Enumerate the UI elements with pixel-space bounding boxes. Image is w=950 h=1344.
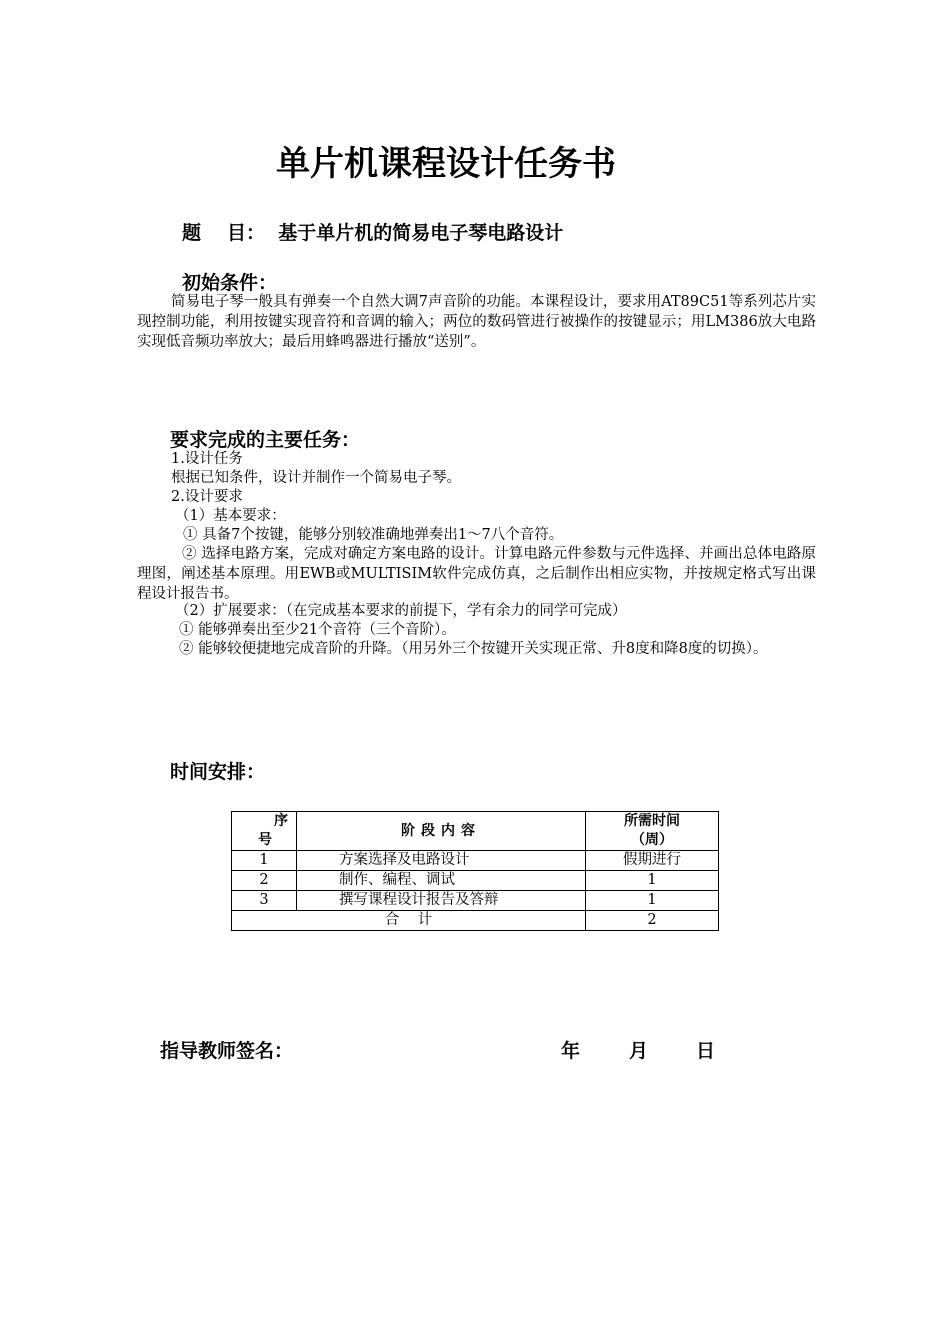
task-line-5: ① 具备7个按键，能够分别较准确地弹奏出1～7八个音符。 <box>183 527 564 543</box>
table-total-row <box>232 911 719 931</box>
subject-label-b: 目： <box>227 222 266 244</box>
row-content: 制作、编程、调试 <box>297 871 586 891</box>
row-time: 1 <box>586 891 719 911</box>
table-header-row <box>232 812 719 851</box>
schedule-heading: 时间安排： <box>170 761 266 783</box>
row-time: 假期进行 <box>586 851 719 871</box>
subject-line <box>182 218 563 245</box>
row-no: 1 <box>232 851 297 871</box>
column-header-time-b: （周） <box>631 832 673 848</box>
schedule-table <box>231 811 719 931</box>
task-line-4: （1）基本要求： <box>175 508 286 524</box>
conditions-text: 简易电子琴一般具有弹奏一个自然大调7声音阶的功能。本课程设计，要求用AT89C51等系列芯片实现控制功能，利用按键实现音符和音调的输入；两位的数码管进行被操作的按键显示；用LM386放大电路实现低音频功率放大；最后用蜂鸣器进行播放“送别”。 <box>137 294 816 350</box>
date-day: 日 <box>696 1040 716 1062</box>
column-header-time-a: 所需时间 <box>624 813 680 829</box>
total-value: 2 <box>586 911 719 931</box>
table-row <box>232 871 719 891</box>
column-header-no <box>232 812 297 851</box>
conditions-heading: 初始条件： <box>182 272 278 294</box>
task-line-1: 1.设计任务 <box>171 451 243 467</box>
date-month: 月 <box>629 1040 649 1062</box>
task-line-6: ② 选择电路方案，完成对确定方案电路的设计。计算电路元件参数与元件选择、并画出总体电路原理图，阐述基本原理。用EWB或MULTISIM软件完成仿真，之后制作出相应实物，并按规定格式写出课程设计报告书。 <box>137 546 816 602</box>
tasks-heading: 要求完成的主要任务： <box>170 429 361 451</box>
total-label: 合 计 <box>232 911 586 931</box>
task-line-8: ① 能够弹奏出至少21个音符（三个音阶）。 <box>179 622 456 638</box>
column-header-time <box>586 812 719 851</box>
table-row <box>232 851 719 871</box>
row-content: 撰写课程设计报告及答辩 <box>297 891 586 911</box>
row-no: 2 <box>232 871 297 891</box>
table-row <box>232 891 719 911</box>
task-line-9: ② 能够较便捷地完成音阶的升降。（用另外三个按键开关实现正常、升8度和降8度的切换）。 <box>179 641 768 657</box>
column-header-no-b: 号 <box>258 832 272 848</box>
row-time: 1 <box>586 871 719 891</box>
page-title: 单片机课程设计任务书 <box>276 144 616 184</box>
row-no: 3 <box>232 891 297 911</box>
row-content: 方案选择及电路设计 <box>297 851 586 871</box>
column-header-content: 阶段内容 <box>297 812 586 851</box>
task-line-2: 根据已知条件，设计并制作一个简易电子琴。 <box>171 470 461 486</box>
task-line-7: （2）扩展要求：（在完成基本要求的前提下，学有余力的同学可完成） <box>175 603 627 619</box>
signature-label: 指导教师签名： <box>160 1040 294 1062</box>
subject-value: 基于单片机的简易电子琴电路设计 <box>278 222 564 244</box>
column-header-no-a: 序 <box>274 813 288 829</box>
subject-label-a: 题 <box>182 222 202 244</box>
task-line-3: 2.设计要求 <box>171 489 243 505</box>
date-year: 年 <box>561 1040 581 1062</box>
